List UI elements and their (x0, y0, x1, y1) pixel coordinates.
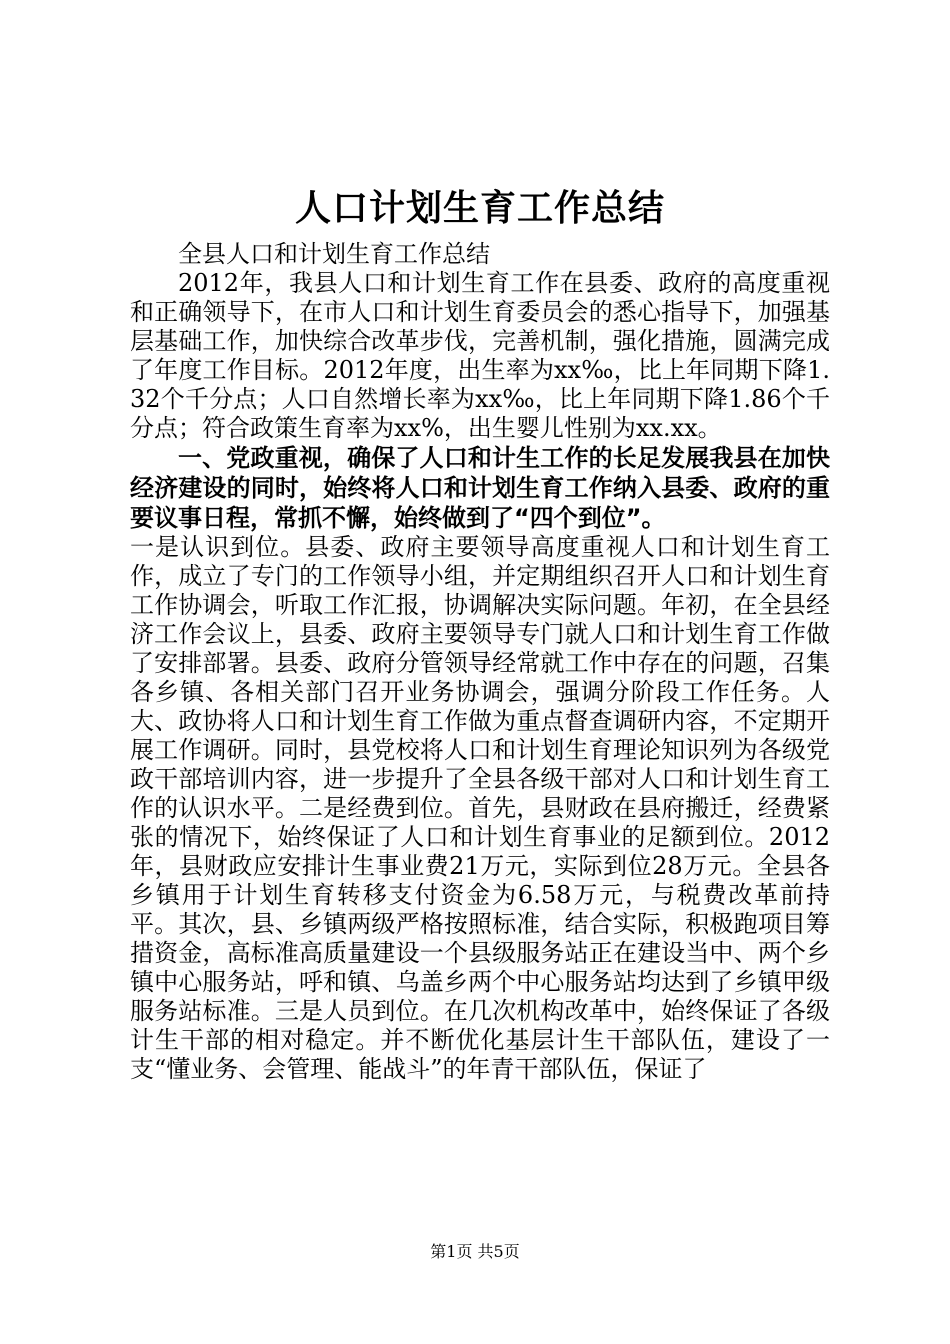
document-body (130, 180, 830, 1084)
paragraph-intro: 2012年，我县人口和计划生育工作在县委、政府的高度重视和正确领导下，在市人口和计划生育委员会的悉心指导下，加强基层基础工作，加快综合改革步伐，完善机制，强化措施，圆满完成了年度工作目标。2012年度，出生率为xx‰，比上年同期下降1.32个千分点；人口自然增长率为xx‰，比上年同期下降1.86个千分点；符合政策生育率为xx%，出生婴儿性别为xx.xx。 (130, 269, 830, 442)
section-body: 一是认识到位。县委、政府主要领导高度重视人口和计划生育工作，成立了专门的工作领导小组，并定期组织召开人口和计划生育工作协调会，听取工作汇报，协调解决实际问题。年初，在全县经济工作会议上，县委、政府主要领导专门就人口和计划生育工作做了安排部署。县委、政府分管领导经常就工作中存在的问题，召集各乡镇、各相关部门召开业务协调会，强调分阶段工作任务。人大、政协将人口和计划生育工作做为重点督查调研内容，不定期开展工作调研。同时，县党校将人口和计划生育理论知识列为各级党政干部培训内容，进一步提升了全县各级干部对人口和计划生育工作的认识水平。二是经费到位。首先，县财政在县府搬迁，经费紧张的情况下，始终保证了人口和计划生育事业的足额到位。2012年，县财政应安排计生事业费21万元，实际到位28万元。全县各乡镇用于计划生育转移支付资金为6.58万元，与税费改革前持平。其次，县、乡镇两级严格按照标准，结合实际，积极跑项目筹措资金，高标准高质量建设一个县级服务站正在建设当中、两个乡镇中心服务站，呼和镇、乌盖乡两个中心服务站均达到了乡镇甲级服务站标准。三是人员到位。在几次机构改革中，始终保证了各级计生干部的相对稳定。并不断优化基层计生干部队伍，建设了一支“懂业务、会管理、能战斗”的年青干部队伍，保证了 (130, 533, 830, 1083)
document-title: 人口计划生育工作总结 (294, 187, 665, 229)
section-heading: 一、党政重视，确保了人口和计生工作的长足发展我县在加快经济建设的同时，始终将人口和计划生育工作纳入县委、政府的重要议事日程，常抓不懈，始终做到了“四个到位”。 (130, 444, 830, 532)
page-footer: 第1页 共5页 (430, 1242, 520, 1261)
paragraph-subtitle: 全县人口和计划生育工作总结 (178, 240, 490, 268)
